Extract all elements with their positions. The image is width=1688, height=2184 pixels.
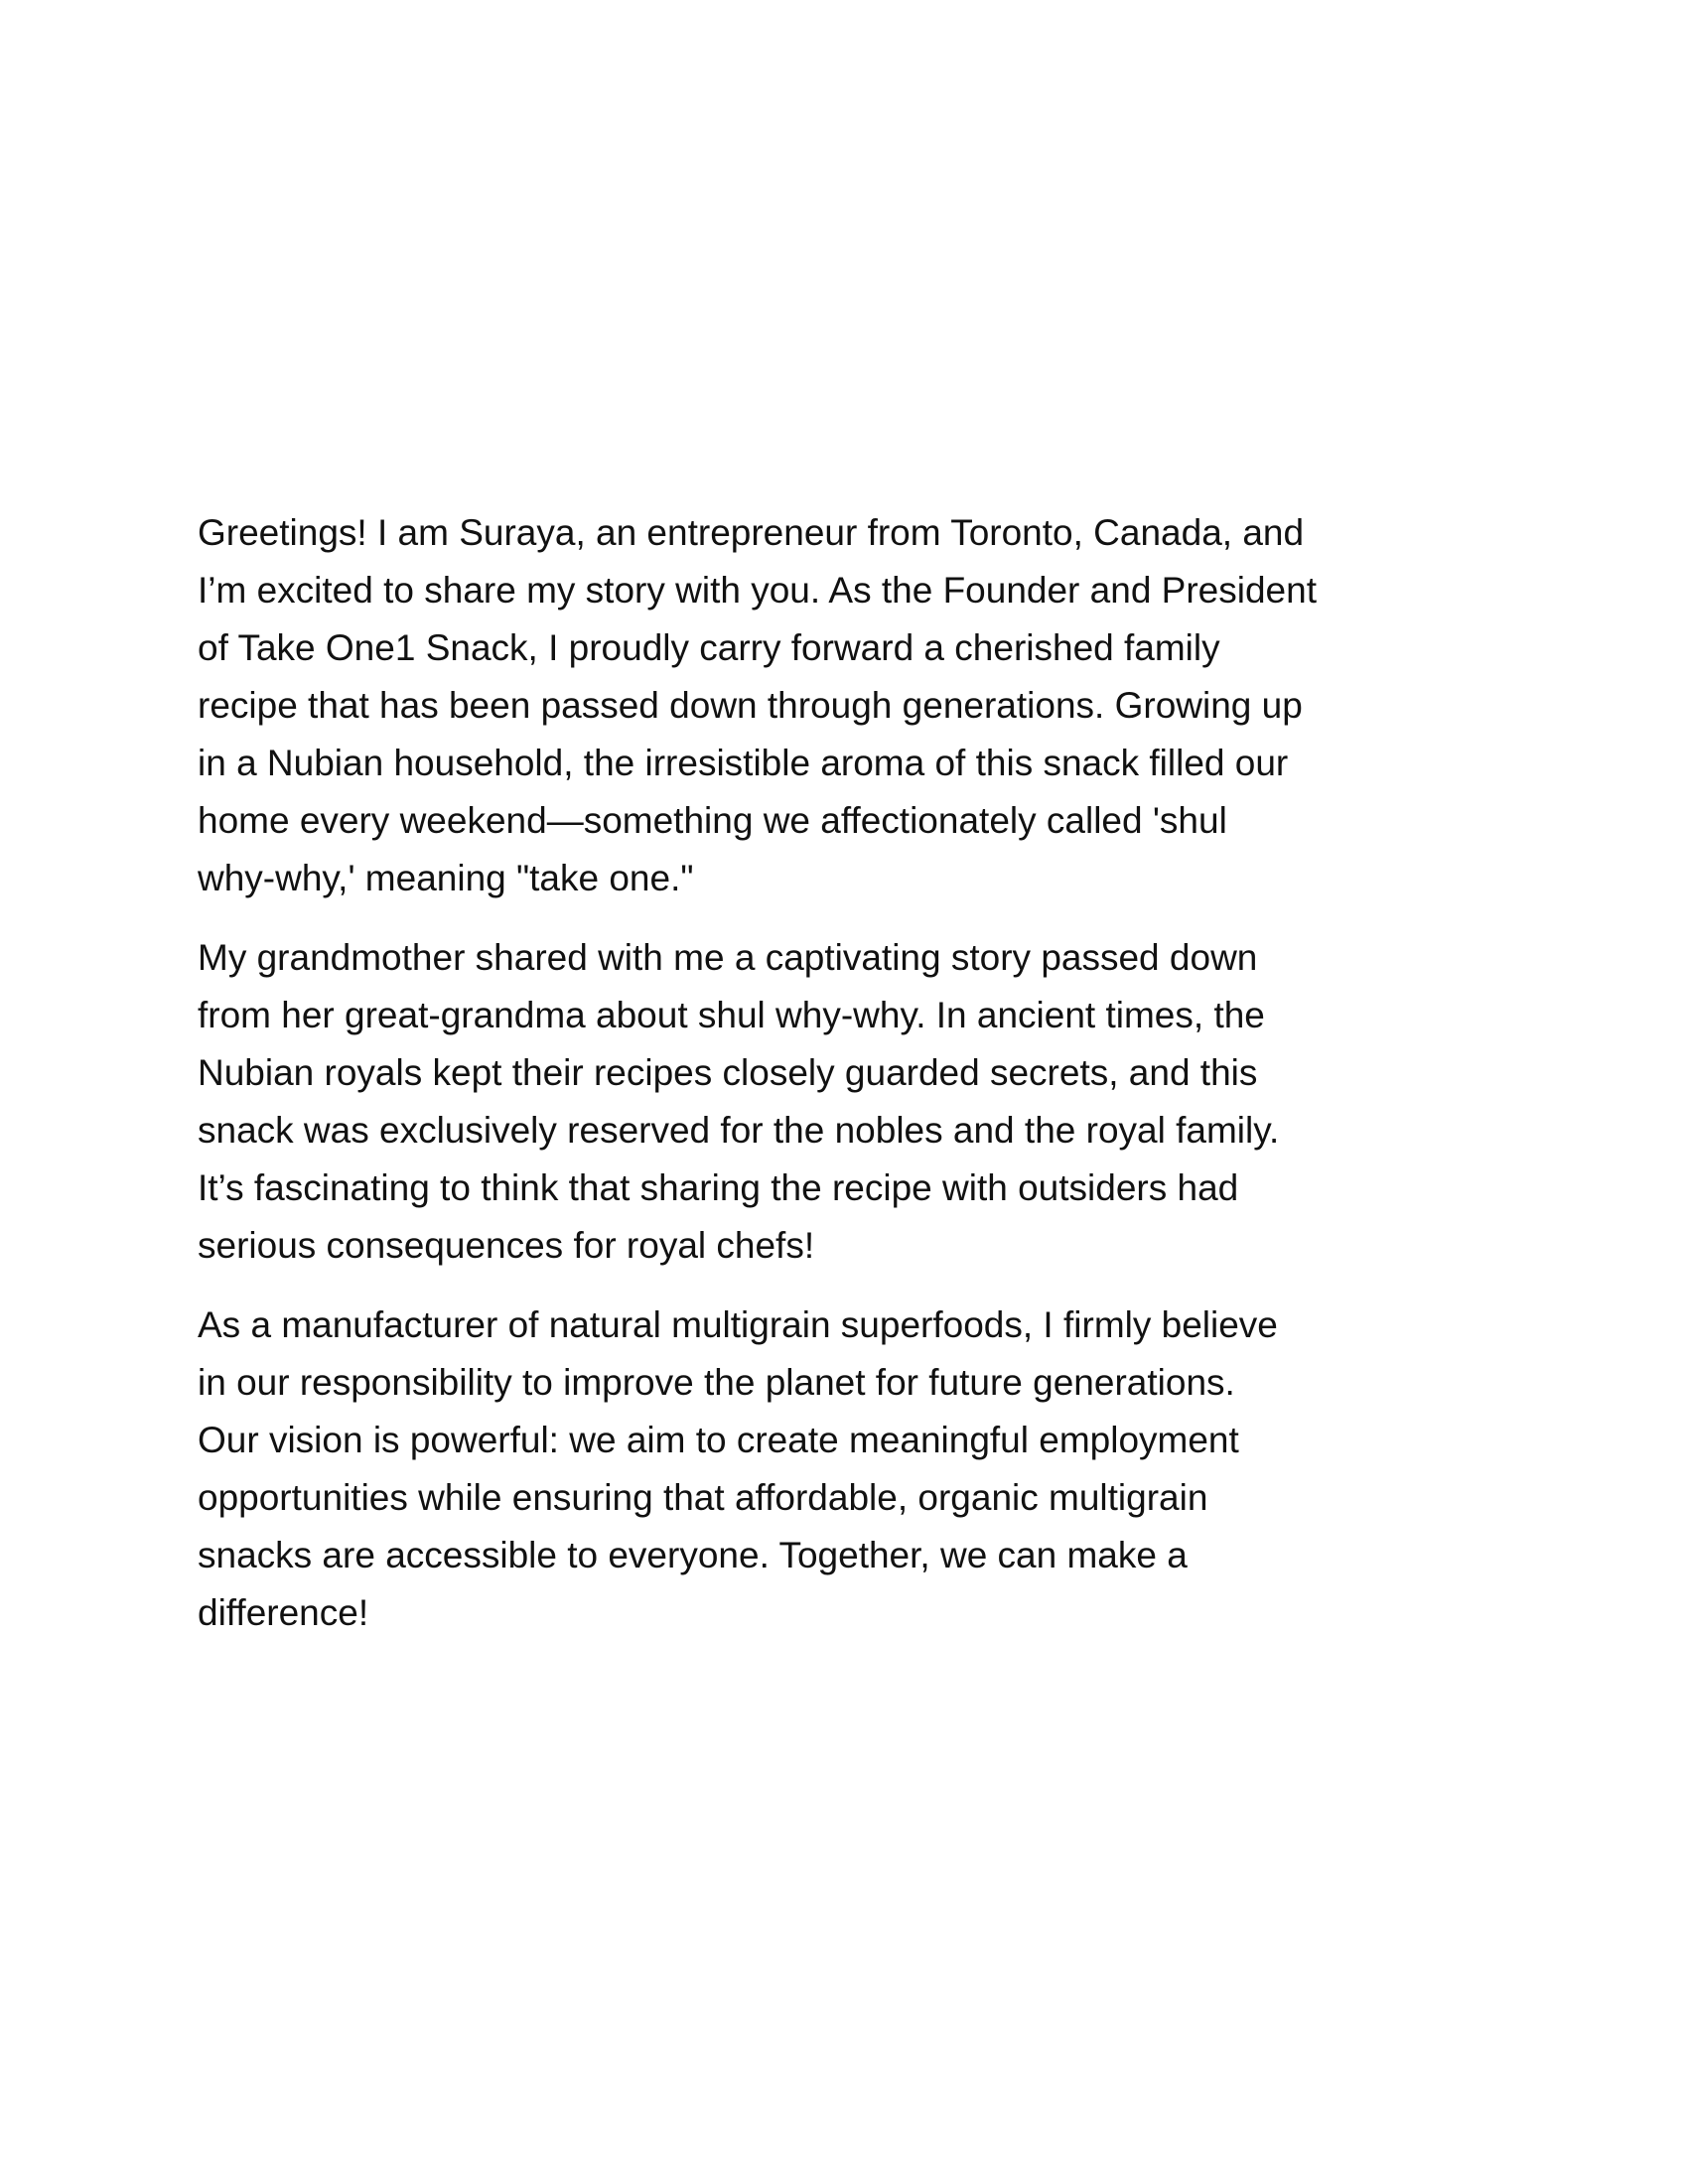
text-line: snack was exclusively reserved for the nobles and the royal family. [198, 1110, 1280, 1151]
text-line: I’m excited to share my story with you. As the Founder and President [198, 570, 1317, 611]
text-line: why-why,' meaning "take one." [198, 858, 694, 898]
paragraph-story [198, 929, 1279, 1275]
text-line: opportunities while ensuring that affordable, organic multigrain [198, 1477, 1208, 1518]
text-line: Greetings! I am Suraya, an entrepreneur from Toronto, Canada, and [198, 512, 1305, 553]
text-line: snacks are accessible to everyone. Together, we can make a [198, 1535, 1188, 1575]
text-line: My grandmother shared with me a captivating story passed down [198, 937, 1258, 978]
paragraph-introduction [198, 504, 1317, 907]
text-line: recipe that has been passed down through generations. Growing up [198, 685, 1303, 726]
text-line: Our vision is powerful: we aim to create meaningful employment [198, 1420, 1239, 1460]
text-line: from her great-grandma about shul why-why. In ancient times, the [198, 995, 1265, 1035]
text-line: in our responsibility to improve the planet for future generations. [198, 1362, 1235, 1403]
text-line: Nubian royals kept their recipes closely guarded secrets, and this [198, 1052, 1258, 1093]
text-line: As a manufacturer of natural multigrain superfoods, I firmly believe [198, 1304, 1278, 1345]
text-line: home every weekend—something we affectionately called 'shul [198, 800, 1227, 841]
paragraph-vision [198, 1297, 1278, 1642]
text-line: in a Nubian household, the irresistible aroma of this snack filled our [198, 743, 1289, 783]
text-line: difference! [198, 1592, 369, 1633]
text-line: of Take One1 Snack, I proudly carry forward a cherished family [198, 627, 1220, 668]
text-line: serious consequences for royal chefs! [198, 1225, 815, 1266]
text-line: It’s fascinating to think that sharing the recipe with outsiders had [198, 1167, 1239, 1208]
